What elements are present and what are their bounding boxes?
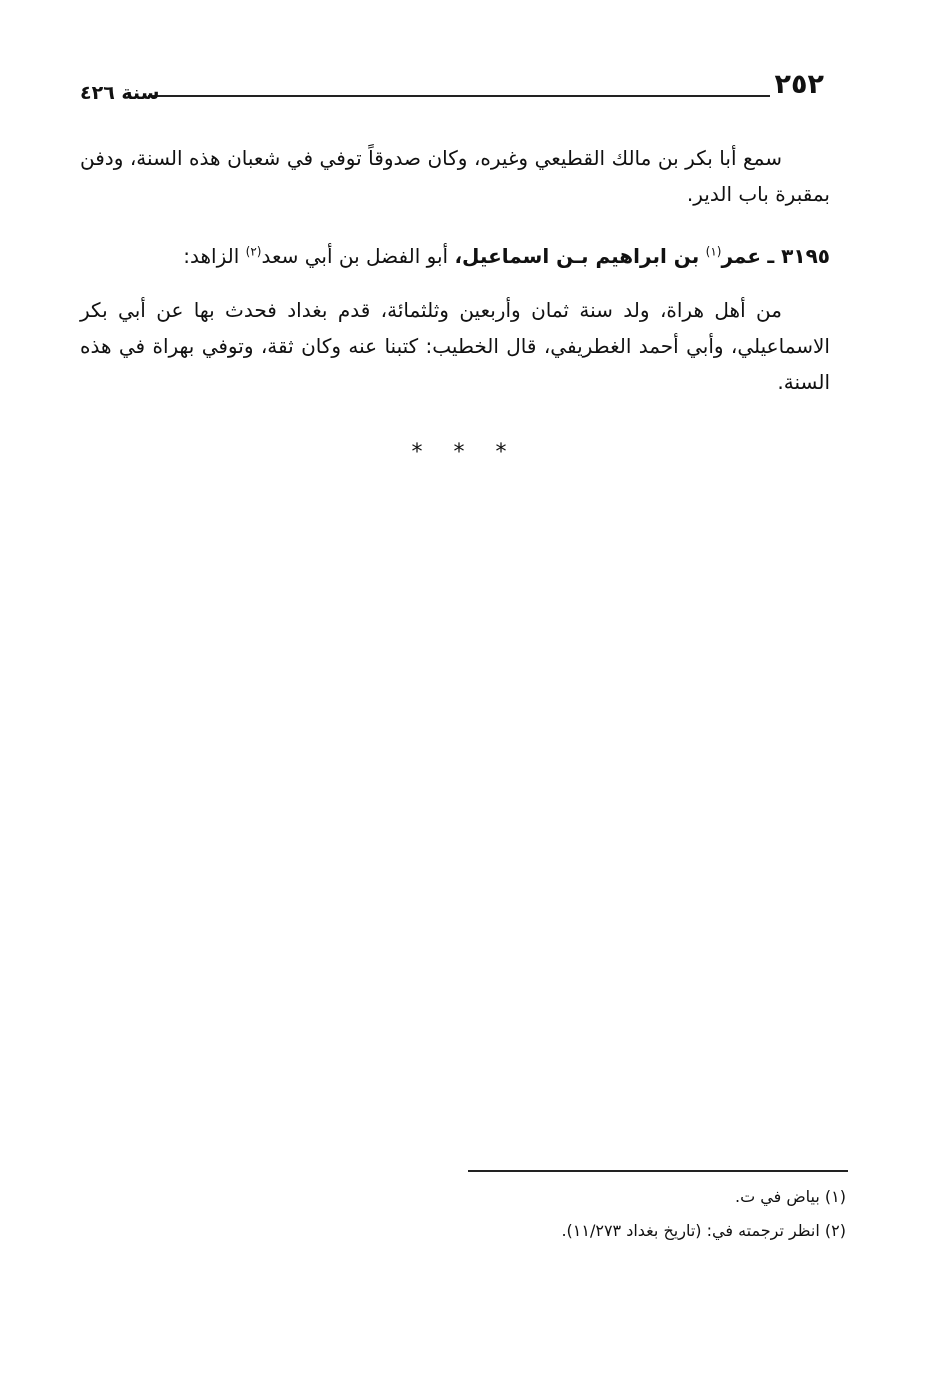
footnotes (346, 1180, 846, 1248)
paragraph-2: من أهل هراة، ولد سنة ثمان وأربعين وثلثمائة، قدم بغداد فحدث بها عن أبي بكر الاسماعيلي، وأبي أحمد الغطريفي، قال الخطيب: كتبنا عنه وكان ثقة، وتوفي بهراة في هذه السنة. (80, 298, 830, 394)
footnote-2: (٢) انظر ترجمته في: (تاريخ بغداد ١١/٢٧٣). (561, 1221, 846, 1240)
entry-heading (80, 238, 830, 274)
header-rule (148, 95, 770, 97)
section-separator: * * * (411, 440, 519, 465)
page-header (80, 66, 832, 110)
footnote-1: (١) بياض في ت. (735, 1187, 846, 1206)
entry-name-part2: بن ابراهيم بـن اسماعيل، (454, 244, 700, 268)
page-number: ٢٥٢ (774, 69, 824, 100)
footnote-rule (468, 1170, 848, 1172)
footnote-ref-1: (١) (705, 244, 722, 259)
entry-number: ٣١٩٥ ـ (767, 244, 830, 268)
running-head: سنة ٤٢٦ (80, 82, 160, 104)
entry-kunya: أبو الفضل بن أبي سعد (261, 244, 449, 268)
footnote-ref-2: (٢) (245, 244, 262, 259)
entry-title: الزاهد: (183, 244, 240, 268)
paragraph-1: سمع أبا بكر بن مالك القطيعي وغيره، وكان صدوقاً توفي في شعبان هذه السنة، ودفن بمقبرة باب الدير. (80, 146, 830, 206)
entry-name-part1: عمر (721, 244, 761, 268)
